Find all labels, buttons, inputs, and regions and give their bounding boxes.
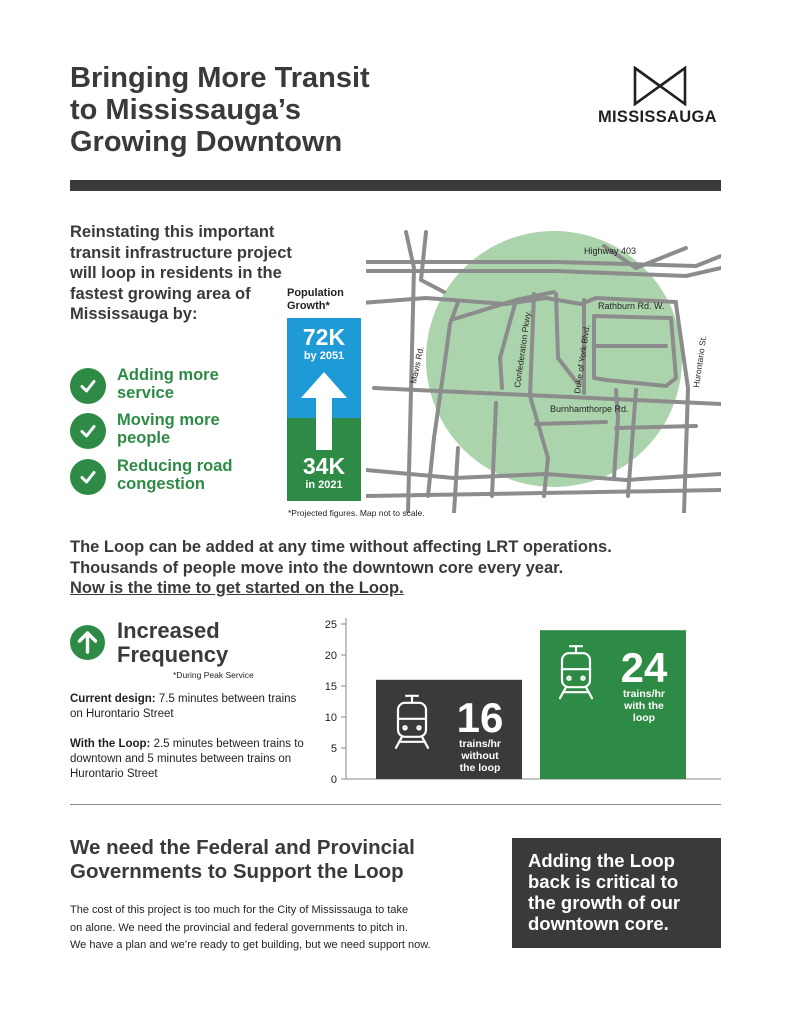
benefit-label: Reducing road congestion — [117, 457, 233, 493]
with-loop-value: 2.5 minutes between trains to downtown and 5 minutes between trains on Hurontario Street — [70, 738, 304, 780]
benefit-item-service — [70, 366, 267, 404]
frequency-title-line-2: Frequency — [117, 642, 229, 667]
y-tick-label: 10 — [324, 712, 337, 724]
up-arrow-icon — [70, 625, 105, 660]
population-current-year: in 2021 — [305, 479, 343, 491]
bar-caption-line: loop — [632, 712, 656, 725]
title-line-1: Bringing More Transit — [70, 62, 370, 94]
statement-line-1: The Loop can be added at any time without affecting LRT operations. — [70, 538, 612, 556]
loop-statement — [70, 537, 721, 599]
callout-line-4: downtown core. — [528, 913, 669, 934]
bar-caption-line: trains/hr — [622, 688, 666, 701]
current-design-text — [70, 692, 305, 722]
section-divider — [70, 804, 721, 805]
bar-caption-line: with the — [624, 700, 664, 713]
statement-line-2: Thousands of people move into the downtown core every year. — [70, 558, 564, 577]
highway-403-label: Highway 403 — [584, 246, 637, 256]
support-body — [70, 902, 500, 955]
hurontario-label: Hurontario St. — [691, 334, 709, 389]
population-growth-label: Population Growth* — [287, 287, 344, 312]
downtown-map — [366, 228, 721, 513]
benefit-item-people — [70, 411, 267, 449]
check-icon — [70, 413, 106, 449]
header-divider-bar — [70, 180, 721, 191]
population-future-year: by 2051 — [303, 350, 345, 362]
frequency-bar-chart — [300, 608, 721, 788]
callout-line-3: the growth of our — [528, 892, 681, 913]
mississauga-logo — [598, 66, 720, 126]
statement-line-3: Now is the time to get started on the Loop. — [70, 579, 404, 597]
intro-text: Reinstating this important transit infrastructure project will loop in residents in the fastest growing area of Mississauga by: — [70, 223, 292, 323]
bar-caption-line: the loop — [459, 761, 501, 774]
population-growth-graphic — [287, 318, 361, 501]
check-icon — [70, 459, 106, 495]
callout-box — [512, 838, 721, 948]
bar-caption-line: trains/hr — [458, 737, 502, 750]
with-loop-text — [70, 737, 305, 782]
callout-line-1: Adding the Loop — [528, 850, 675, 871]
check-icon — [70, 368, 106, 404]
logo-wordmark: MISSISSAUGA — [598, 108, 717, 126]
population-current-value: 34K — [302, 453, 346, 479]
support-title-line-2: Governments to Support the Loop — [70, 860, 404, 883]
duke-of-york-label: Duke of York Blvd. — [572, 324, 592, 395]
support-body-line-3: We have a plan and we’re ready to get building, but we need support now. — [70, 939, 431, 951]
page-title — [70, 62, 540, 158]
support-title-line-1: We need the Federal and Provincial — [70, 836, 415, 859]
title-line-3: Growing Downtown — [70, 126, 343, 158]
support-body-line-1: The cost of this project is too much for the City of Mississauga to take — [70, 904, 409, 916]
y-tick-label: 0 — [330, 774, 337, 786]
bar-value-label: 16 — [456, 693, 504, 741]
title-line-2: to Mississauga’s — [70, 94, 302, 126]
benefit-item-congestion — [70, 457, 267, 495]
support-body-line-2: on alone. We need the provincial and federal governments to pitch in. — [70, 921, 408, 934]
bar-value-label: 24 — [620, 644, 668, 692]
frequency-title-line-1: Increased — [117, 618, 220, 643]
y-tick-label: 5 — [330, 743, 337, 755]
mavis-label: Mavis Rd. — [408, 345, 426, 385]
benefit-label: Adding more service — [117, 366, 219, 402]
y-tick-label: 25 — [324, 619, 337, 631]
current-design-label: Current design: — [70, 693, 156, 705]
frequency-note: *During Peak Service — [173, 670, 254, 680]
y-tick-label: 15 — [324, 681, 337, 693]
with-loop-label: With the Loop: — [70, 738, 151, 750]
map-note: *Projected figures. Map not to scale. — [288, 508, 425, 518]
burnhamthorpe-label: Burnhamthorpe Rd. — [550, 404, 629, 414]
frequency-title — [117, 619, 228, 667]
benefit-label: Moving more people — [117, 411, 220, 447]
callout-text — [528, 850, 718, 934]
callout-line-2: back is critical to — [528, 871, 679, 892]
rathburn-label: Rathburn Rd. W. — [598, 301, 665, 311]
y-tick-label: 20 — [324, 650, 337, 662]
mississauga-logo-icon — [632, 66, 688, 106]
population-future-value: 72K — [302, 324, 346, 350]
confederation-label: Confederation Pkwy. — [512, 309, 533, 389]
bar-caption-line: without — [461, 749, 499, 762]
current-design-value: 7.5 minutes between trains on Hurontario Street — [70, 693, 297, 720]
support-title — [70, 836, 500, 884]
